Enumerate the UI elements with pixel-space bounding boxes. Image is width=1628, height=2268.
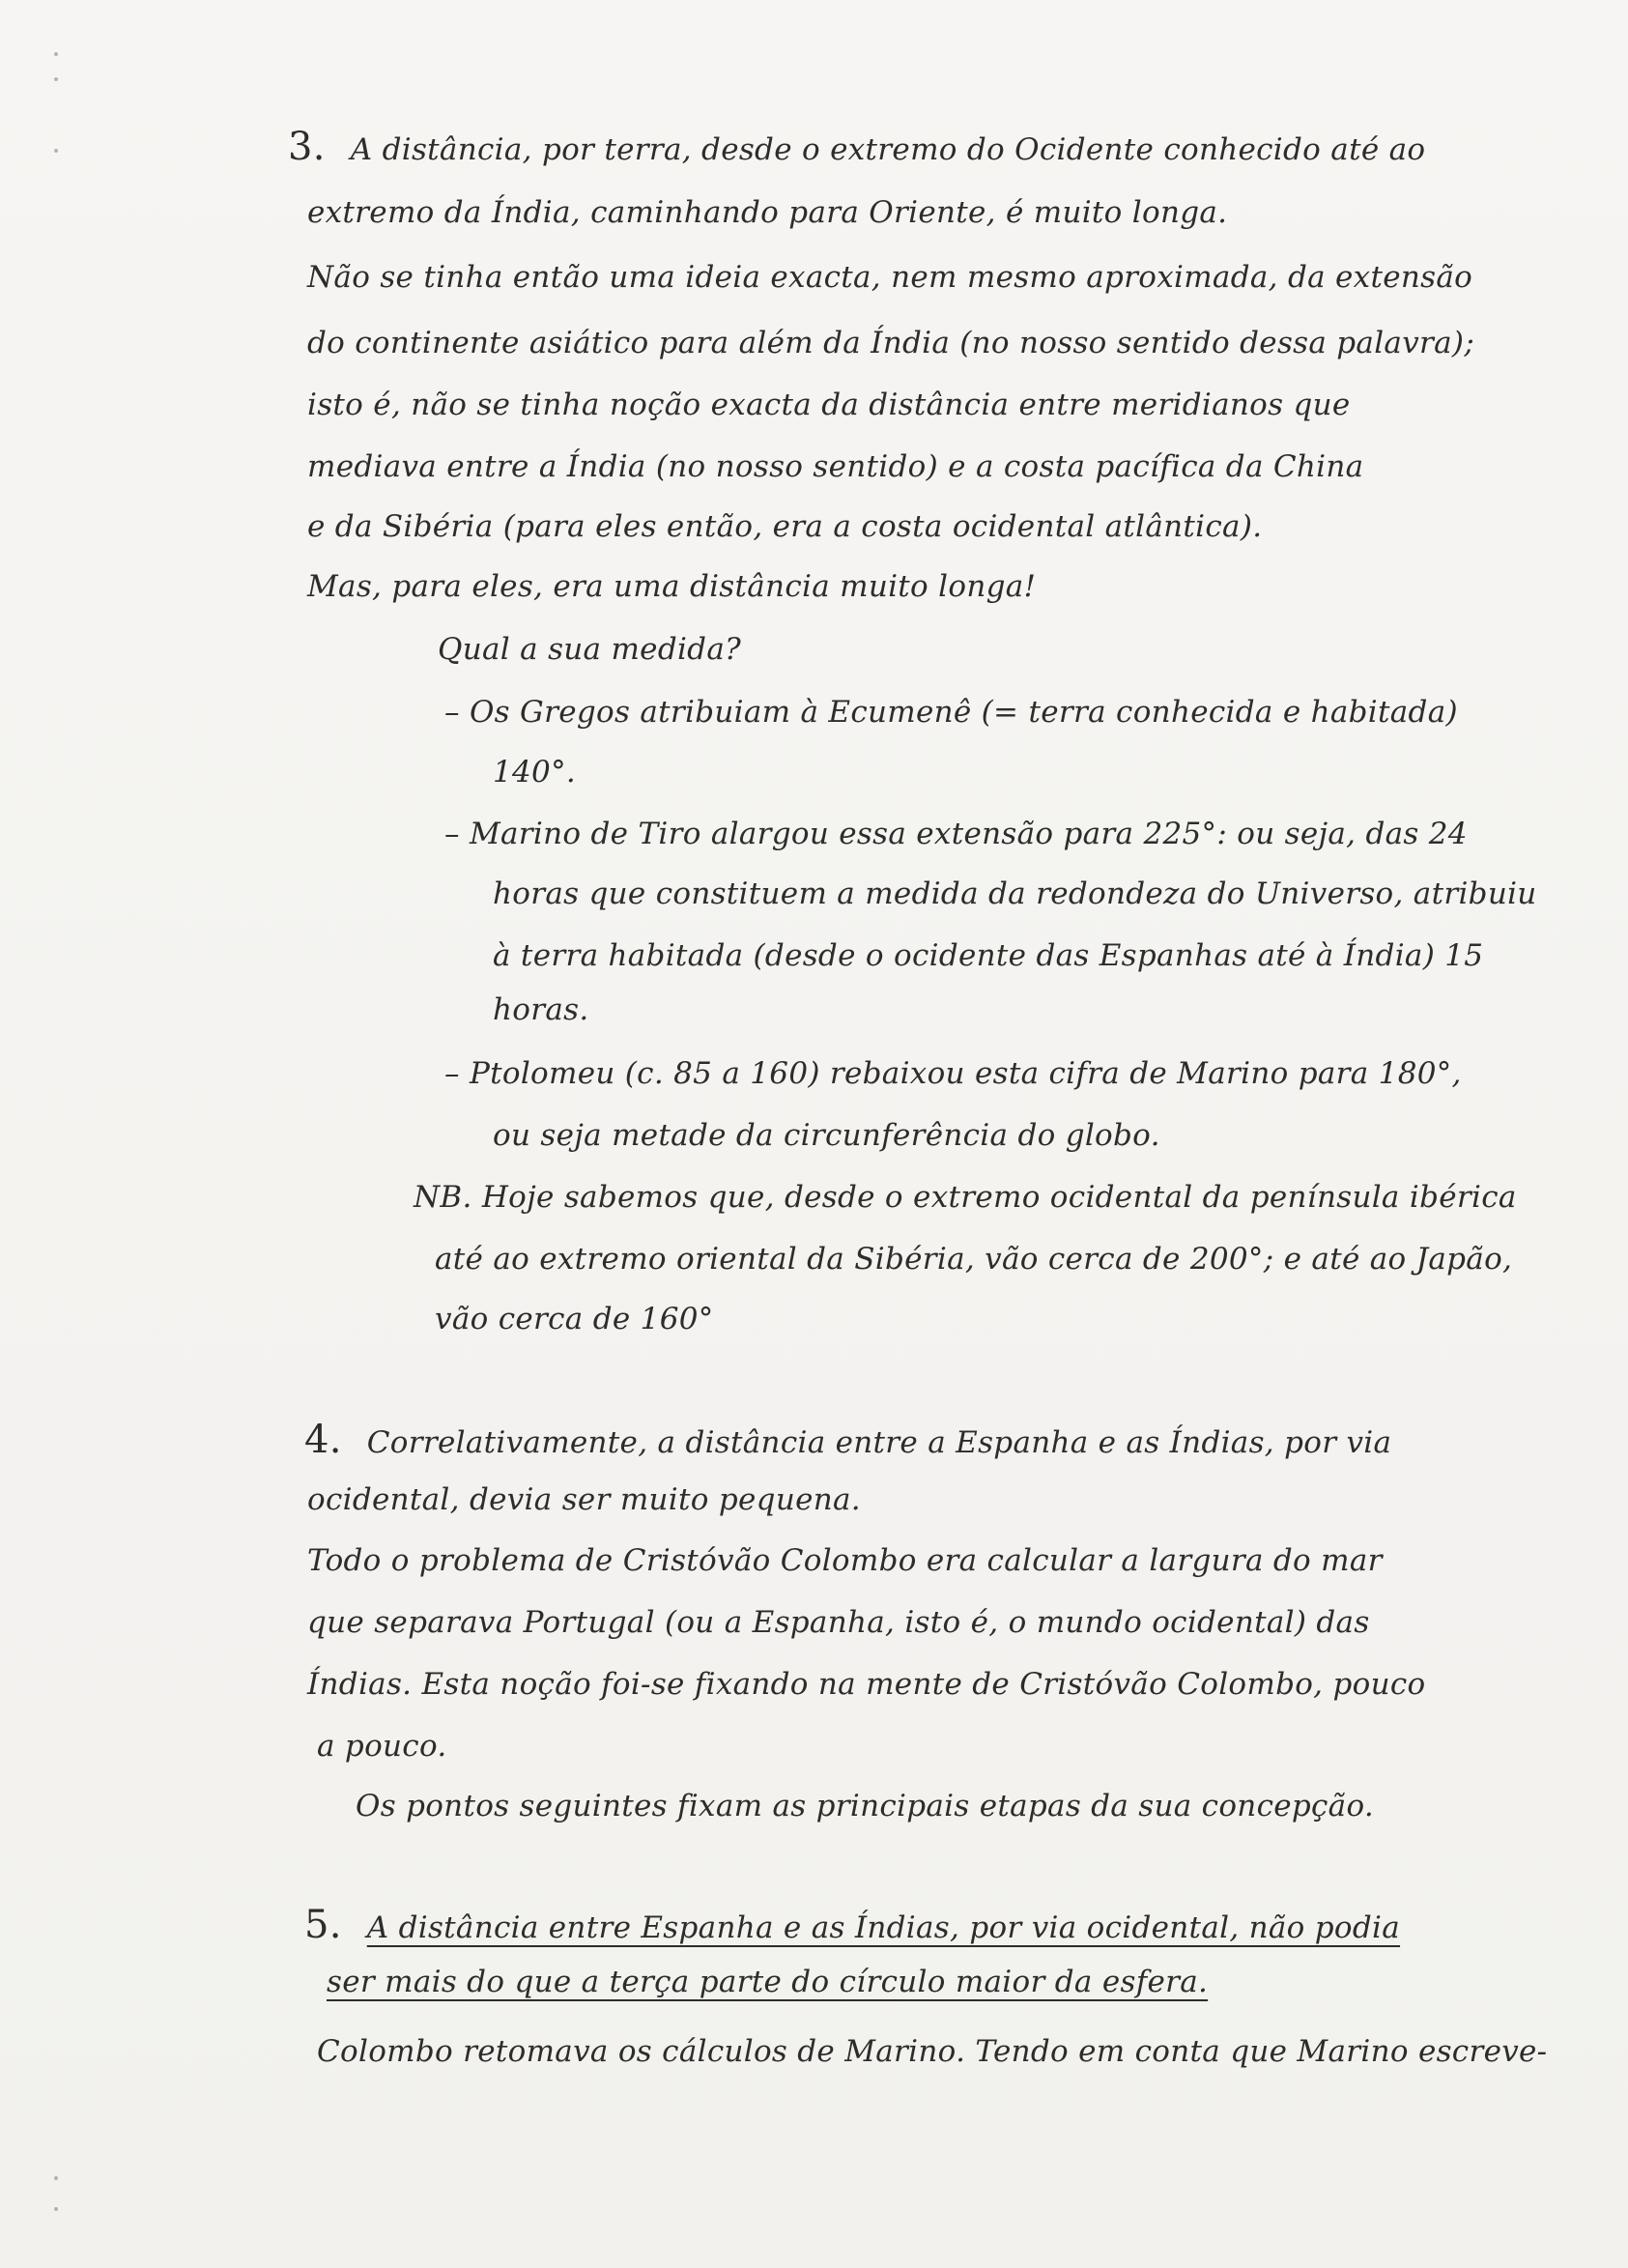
section-3-line-1: 3. A distância, por terra, desde o extremo do Ocidente conhecido até ao	[288, 125, 1426, 169]
section-3-line-12: – Marino de Tiro alargou essa extensão para 225°: ou seja, das 24	[444, 817, 1468, 851]
section-3-line-6: mediava entre a Índia (no nosso sentido) e a costa pacífica da China	[307, 449, 1364, 484]
section-4-line-4: que separava Portugal (ou a Espanha, isto é, o mundo ocidental) das	[307, 1605, 1370, 1640]
section-3-line-5: isto é, não se tinha noção exacta da distância entre meridianos que	[307, 388, 1351, 422]
section-3-line-14: à terra habitada (desde o ocidente das Espanhas até à Índia) 15	[493, 938, 1484, 973]
margin-mark	[54, 149, 58, 153]
section-3-line-13: horas que constituem a medida da redondeza do Universo, atribuiu	[493, 876, 1537, 911]
section-3-line-17: ou seja metade da circunferência do globo.	[493, 1118, 1160, 1153]
section-3-line-4: do continente asiático para além da Índia (no nosso sentido dessa palavra);	[307, 326, 1475, 360]
section-3-line-9: Qual a sua medida?	[438, 632, 742, 667]
margin-mark	[54, 2176, 58, 2180]
section-3-line-8: Mas, para eles, era uma distância muito longa!	[307, 569, 1037, 604]
section-number: 5.	[304, 1903, 342, 1947]
section-4-line-6: a pouco.	[317, 1729, 447, 1764]
section-4-line-3: Todo o problema de Cristóvão Colombo era calcular a largura do mar	[307, 1543, 1383, 1578]
section-3-line-11: 140°.	[493, 755, 577, 789]
section-5-line-2: ser mais do que a terça parte do círculo maior da esfera.	[327, 1965, 1209, 1999]
section-4-line-2: ocidental, devia ser muito pequena.	[307, 1482, 861, 1517]
section-3-nb-line-2: até ao extremo oriental da Sibéria, vão cerca de 200°; e até ao Japão,	[435, 1242, 1513, 1277]
section-3-line-10: – Os Gregos atribuiam à Ecumenê (= terra conhecida e habitada)	[444, 695, 1458, 730]
section-3-nb-line-3: vão cerca de 160°	[435, 1302, 714, 1336]
section-4-line-1: 4. Correlativamente, a distância entre a Espanha e as Índias, por via	[304, 1418, 1392, 1462]
margin-mark	[54, 2207, 58, 2211]
section-5-line-3: Colombo retomava os cálculos de Marino. Tendo em conta que Marino escreve-	[317, 2034, 1548, 2069]
section-3-line-15: horas.	[493, 992, 589, 1027]
section-3-line-16: – Ptolomeu (c. 85 a 160) rebaixou esta cifra de Marino para 180°,	[444, 1056, 1462, 1091]
section-number: 3.	[288, 125, 326, 169]
section-4-line-5: Índias. Esta noção foi-se fixando na mente de Cristóvão Colombo, pouco	[307, 1667, 1426, 1702]
margin-mark	[54, 52, 58, 56]
section-3-line-7: e da Sibéria (para eles então, era a costa ocidental atlântica).	[307, 509, 1263, 544]
section-3-line-2: extremo da Índia, caminhando para Oriente, é muito longa.	[307, 195, 1228, 230]
section-3-nb-line-1: NB. Hoje sabemos que, desde o extremo ocidental da península ibérica	[414, 1180, 1517, 1215]
section-number: 4.	[304, 1418, 342, 1462]
section-5-line-1: 5. A distância entre Espanha e as Índias, por via ocidental, não podia	[304, 1903, 1401, 1947]
margin-mark	[54, 77, 58, 81]
section-4-line-7: Os pontos seguintes fixam as principais etapas da sua concepção.	[356, 1789, 1375, 1823]
section-3-line-3: Não se tinha então uma ideia exacta, nem mesmo aproximada, da extensão	[307, 260, 1473, 295]
